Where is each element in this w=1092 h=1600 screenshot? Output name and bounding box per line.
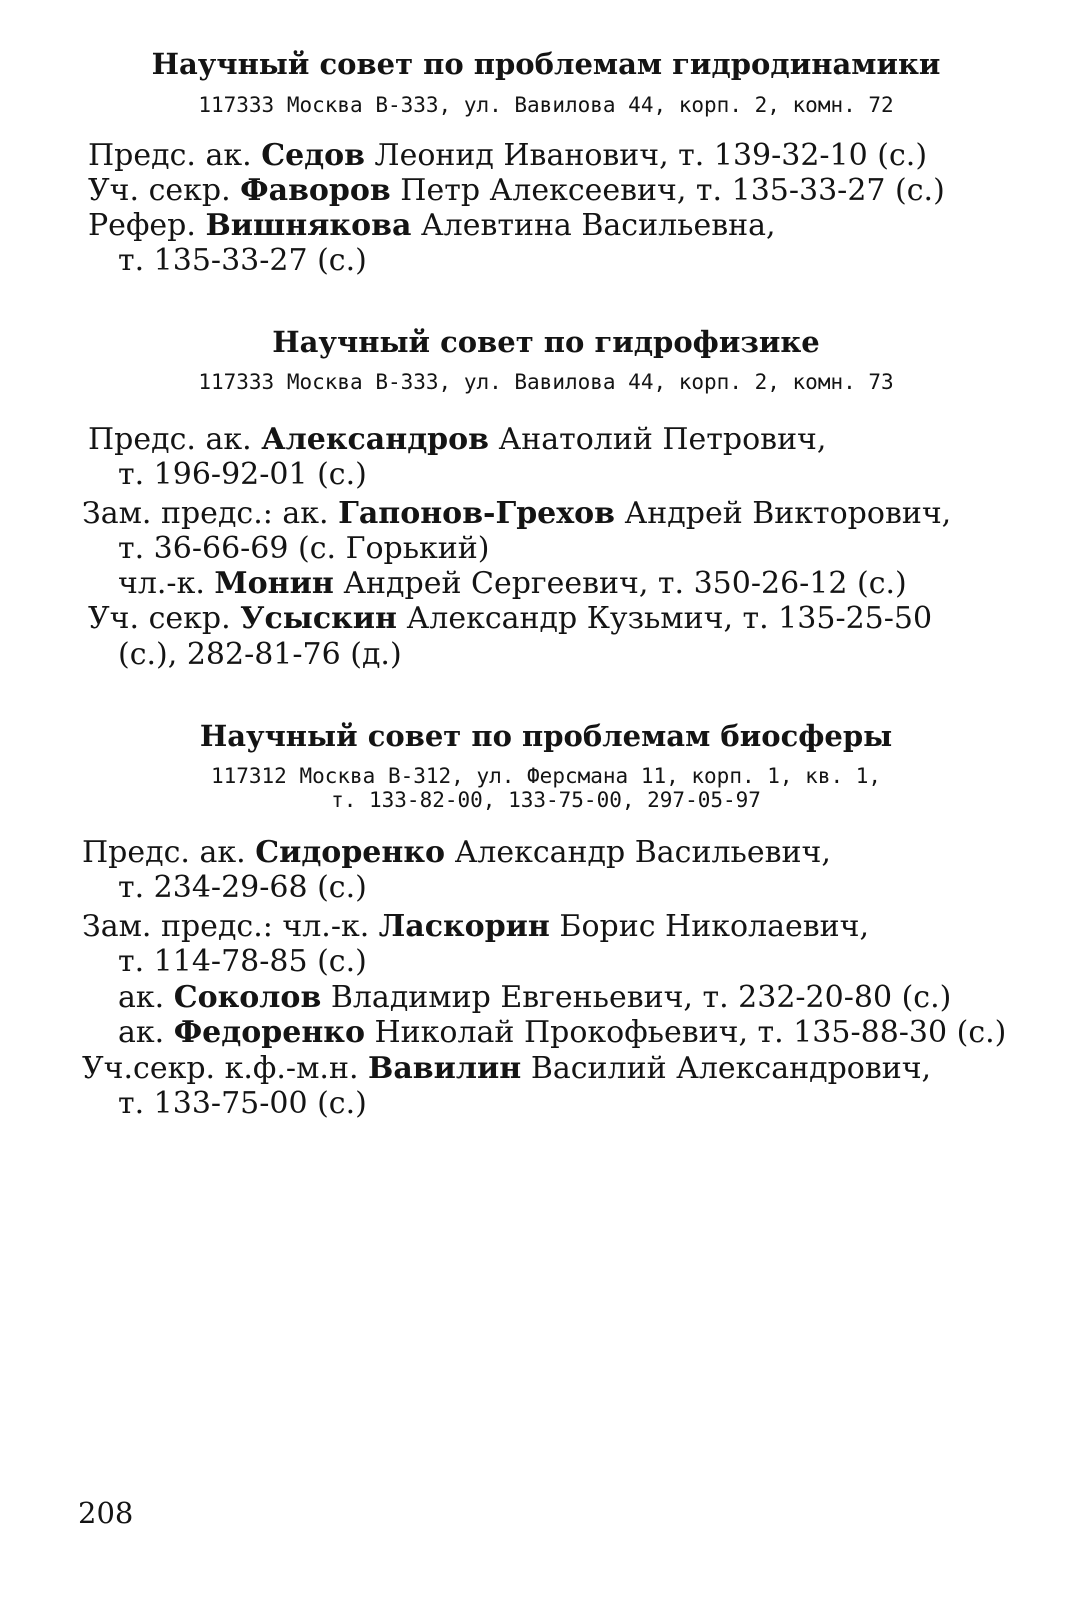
entry-line: чл.-к. Монин Андрей Сергеевич, т. 350-26-12 (с.) xyxy=(118,566,907,601)
page-number: 208 xyxy=(78,1496,134,1530)
section-phones: т. 133-82-00, 133-75-00, 297-05-97 xyxy=(331,788,761,812)
entry-line: т. 196-92-01 (с.) xyxy=(118,457,367,492)
person-name: Усыскин xyxy=(240,601,397,636)
entry-line: т. 234-29-68 (с.) xyxy=(118,870,367,905)
entry-line: т. 36-66-69 (с. Горький) xyxy=(118,531,490,566)
entry-line: Предс. ак. Александров Анатолий Петрович, xyxy=(88,422,827,457)
entry-line: Рефер. Вишнякова Алевтина Васильевна, xyxy=(88,208,776,243)
entry-line: т. 135-33-27 (с.) xyxy=(118,243,367,278)
person-name: Вавилин xyxy=(368,1051,522,1086)
entry-line: (с.), 282-81-76 (д.) xyxy=(118,637,402,672)
entry-line: т. 133-75-00 (с.) xyxy=(118,1086,367,1121)
person-name: Гапонов-Грехов xyxy=(338,496,616,531)
person-name: Вишнякова xyxy=(205,208,412,243)
entry-line: Предс. ак. Седов Леонид Иванович, т. 139-32-10 (с.) xyxy=(88,138,928,173)
person-name: Седов xyxy=(261,138,366,173)
entry-line: ак. Соколов Владимир Евгеньевич, т. 232-20-80 (с.) xyxy=(118,980,952,1015)
entry-line: Уч.секр. к.ф.-м.н. Вавилин Василий Александрович, xyxy=(82,1051,932,1086)
entry-line: т. 114-78-85 (с.) xyxy=(118,944,367,979)
section-title: Научный совет по проблемам биосферы xyxy=(199,719,893,753)
person-name: Александров xyxy=(261,422,490,457)
section-address: 117333 Москва В-333, ул. Вавилова 44, корп. 2, комн. 72 xyxy=(198,93,894,117)
person-name: Федоренко xyxy=(173,1015,365,1050)
person-name: Фаворов xyxy=(240,173,391,208)
person-name: Соколов xyxy=(173,980,322,1015)
entry-line: Зам. предс.: ак. Гапонов-Грехов Андрей Викторович, xyxy=(82,496,952,531)
section-title: Научный совет по гидрофизике xyxy=(272,325,820,359)
entry-line: Уч. секр. Фаворов Петр Алексеевич, т. 135-33-27 (с.) xyxy=(88,173,945,208)
entry-line: Зам. предс.: чл.-к. Ласкорин Борис Николаевич, xyxy=(82,909,869,944)
entry-line: Уч. секр. Усыскин Александр Кузьмич, т. 135-25-50 xyxy=(88,601,933,636)
person-name: Монин xyxy=(214,566,334,601)
section-title: Научный совет по проблемам гидродинамики xyxy=(151,47,941,81)
entry-line: ак. Федоренко Николай Прокофьевич, т. 135-88-30 (с.) xyxy=(118,1015,1007,1050)
section-address: 117333 Москва В-333, ул. Вавилова 44, корп. 2, комн. 73 xyxy=(198,370,894,394)
section-address: 117312 Москва В-312, ул. Ферсмана 11, корп. 1, кв. 1, xyxy=(210,764,882,788)
entry-line: Предс. ак. Сидоренко Александр Васильевич, xyxy=(82,835,831,870)
person-name: Ласкорин xyxy=(378,909,550,944)
person-name: Сидоренко xyxy=(255,835,446,870)
